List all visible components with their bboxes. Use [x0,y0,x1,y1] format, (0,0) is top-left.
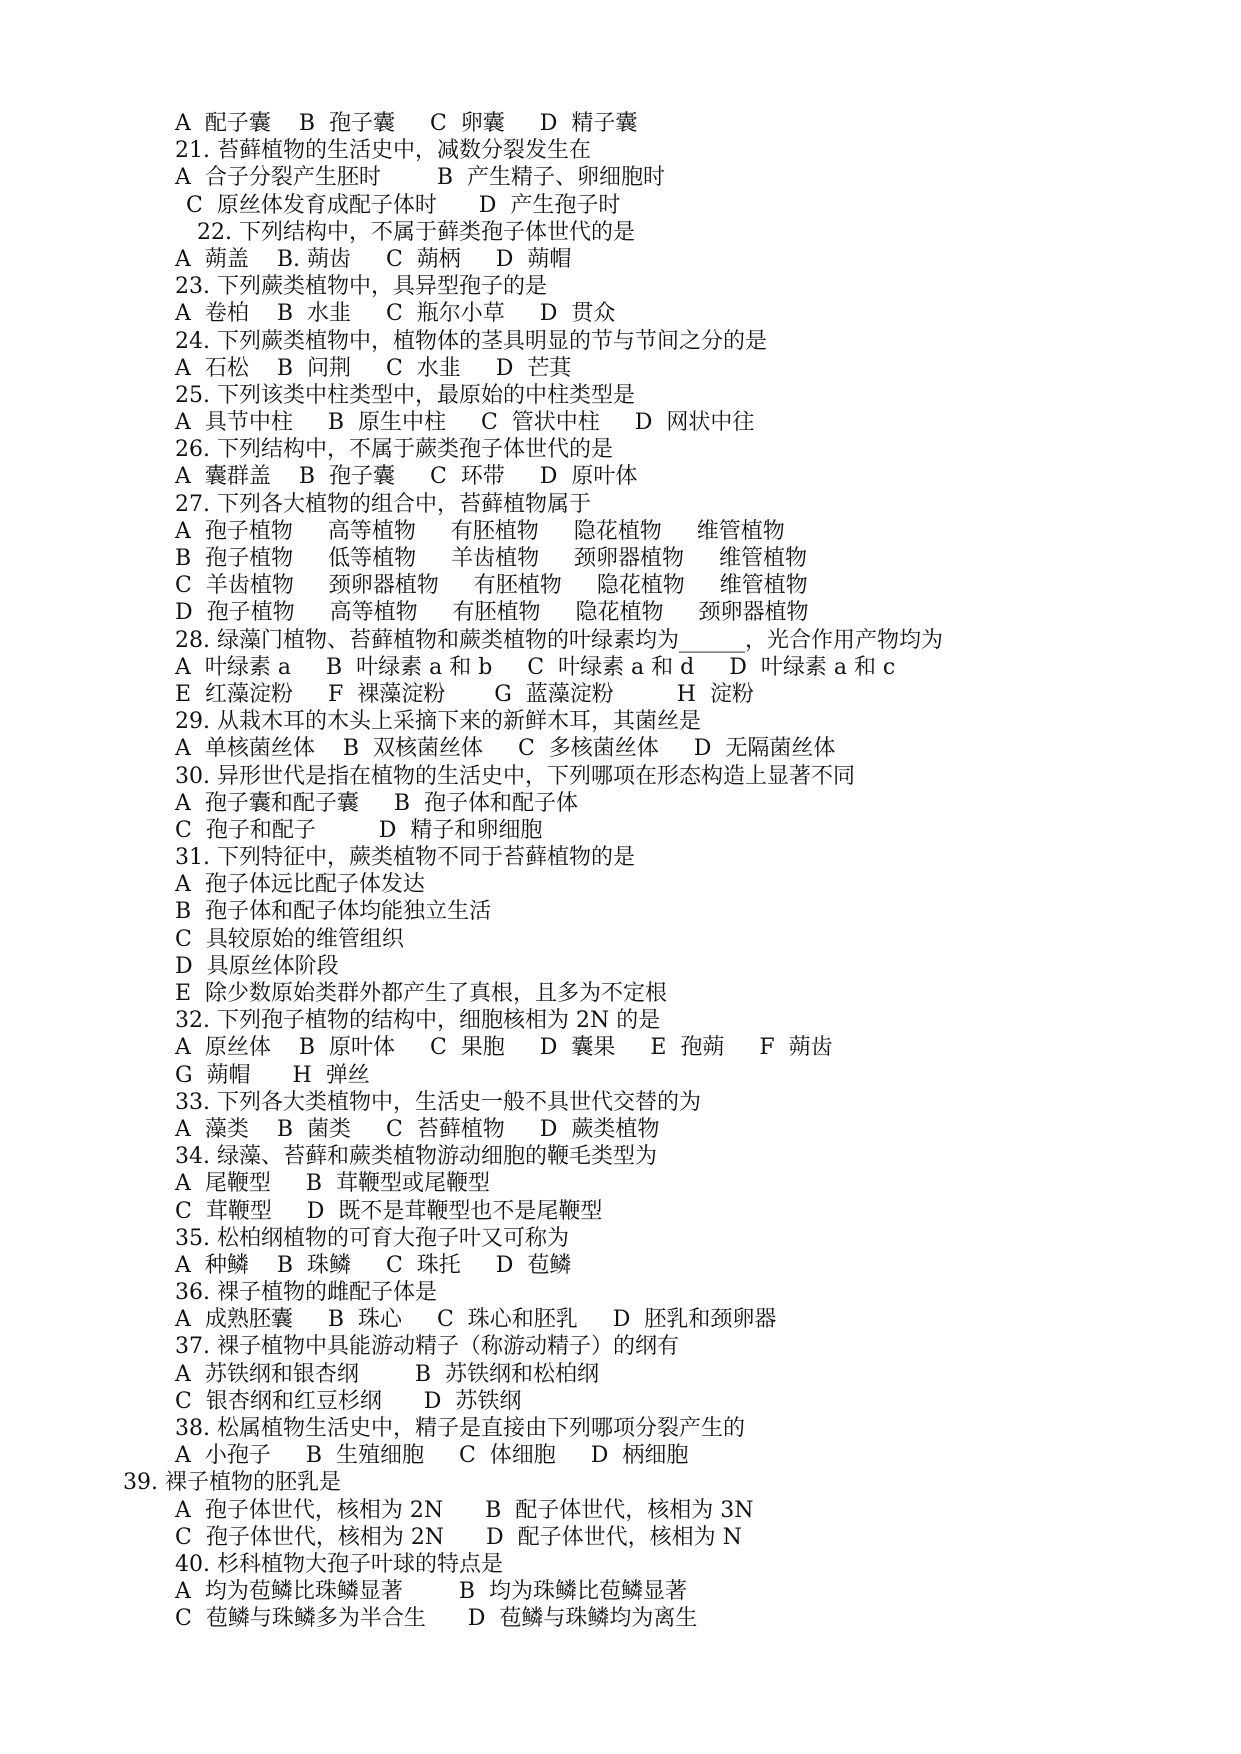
answer-option-line: B 孢子植物 低等植物 羊齿植物 颈卵器植物 维管植物 [175,546,808,571]
answer-option-line: C 具较原始的维管组织 [175,926,404,952]
answer-option-line: D 具原丝体阶段 [175,953,339,979]
answer-option-line: A 蒴盖 B. 蒴齿 C 蒴柄 D 蒴帽 [175,246,572,272]
answer-option-line: C 羊齿植物 颈卵器植物 有胚植物 隐花植物 维管植物 [175,573,808,599]
question-line: 39. 裸子植物的胚乳是 [123,1470,341,1496]
answer-option-line: B 孢子体和配子体均能独立生活 [175,899,492,925]
answer-option-line: A 叶绿素 a B 叶绿素 a 和 b C 叶绿素 a 和 d D 叶绿素 a 和 c [175,654,896,680]
answer-option-line: A 囊群盖 B 孢子囊 C 环带 D 原叶体 [175,464,638,490]
question-line: 23. 下列蕨类植物中，具异型孢子的是 [175,274,547,300]
answer-option-line: A 配子囊 B 孢子囊 C 卵囊 D 精子囊 [175,111,638,136]
answer-option-line: C 茸鞭型 D 既不是茸鞭型也不是尾鞭型 [175,1198,603,1224]
answer-option-line: A 小孢子 B 生殖细胞 C 体细胞 D 柄细胞 [175,1443,689,1469]
question-line: 27. 下列各大植物的组合中，苔藓植物属于 [175,491,591,517]
question-line: 37. 裸子植物中具能游动精子（称游动精子）的纲有 [175,1334,679,1360]
answer-option-line: C 原丝体发育成配子体时 D 产生孢子时 [186,192,621,218]
document-page [0,110,1241,1633]
answer-option-line: A 种鳞 B 珠鳞 C 珠托 D 苞鳞 [175,1252,572,1278]
answer-option-line: G 蒴帽 H 弹丝 [175,1062,370,1088]
answer-option-line: A 均为苞鳞比珠鳞显著 B 均为珠鳞比苞鳞显著 [175,1579,687,1605]
question-line: 36. 裸子植物的雌配子体是 [175,1280,437,1306]
answer-option-line: A 孢子体远比配子体发达 [175,872,425,898]
answer-option-line: A 藻类 B 菌类 C 苔藓植物 D 蕨类植物 [175,1116,660,1142]
question-line: 25. 下列该类中柱类型中，最原始的中柱类型是 [175,382,635,408]
answer-option-line: A 孢子体世代，核相为 2N B 配子体世代，核相为 3N [175,1497,754,1523]
answer-option-line: A 石松 B 问荆 C 水韭 D 芒萁 [175,355,572,381]
answer-option-line: C 苞鳞与珠鳞多为半合生 D 苞鳞与珠鳞均为离生 [175,1606,698,1632]
question-line: 24. 下列蕨类植物中，植物体的茎具明显的节与节间之分的是 [175,328,767,354]
answer-option-line: A 合子分裂产生胚时 B 产生精子、卵细胞时 [175,165,665,191]
answer-option-line: C 孢子和配子 D 精子和卵细胞 [175,817,543,843]
answer-option-line: A 卷柏 B 水韭 C 瓶尔小草 D 贯众 [175,301,616,327]
answer-option-line: A 孢子植物 高等植物 有胚植物 隐花植物 维管植物 [175,518,785,544]
answer-option-line: A 孢子囊和配子囊 B 孢子体和配子体 [175,790,578,816]
answer-option-line: A 尾鞭型 B 茸鞭型或尾鞭型 [175,1171,490,1197]
answer-option-line: E 除少数原始类群外都产生了真根，且多为不定根 [175,981,668,1006]
question-line: 21. 苔藓植物的生活史中，减数分裂发生在 [175,138,591,164]
question-line: 33. 下列各大类植物中，生活史一般不具世代交替的为 [175,1089,701,1115]
question-line: 40. 杉科植物大孢子叶球的特点是 [175,1551,503,1577]
question-line: 38. 松属植物生活史中，精子是直接由下列哪项分裂产生的 [175,1416,745,1441]
question-line: 28. 绿藻门植物、苔藓植物和蕨类植物的叶绿素均为______，光合作用产物均为 [175,627,943,653]
question-line: 29. 从栽木耳的木头上采摘下来的新鲜木耳，其菌丝是 [175,709,701,735]
answer-option-line: C 银杏纲和红豆杉纲 D 苏铁纲 [175,1388,522,1414]
question-line: 34. 绿藻、苔藓和蕨类植物游动细胞的鞭毛类型为 [175,1144,657,1170]
answer-option-line: A 单核菌丝体 B 双核菌丝体 C 多核菌丝体 D 无隔菌丝体 [175,736,836,762]
answer-option-line: E 红藻淀粉 F 裸藻淀粉 G 蓝藻淀粉 H 淀粉 [175,681,754,707]
answer-option-line: A 具节中柱 B 原生中柱 C 管状中柱 D 网状中往 [175,410,755,436]
answer-option-line: A 成熟胚囊 B 珠心 C 珠心和胚乳 D 胚乳和颈卵器 [175,1307,777,1333]
question-line: 22. 下列结构中，不属于藓类孢子体世代的是 [197,219,635,245]
question-line: 30. 异形世代是指在植物的生活史中，下列哪项在形态构造上显著不同 [175,763,855,789]
question-line: 26. 下列结构中，不属于蕨类孢子体世代的是 [175,437,613,463]
answer-option-line: A 原丝体 B 原叶体 C 果胞 D 囊果 E 孢蒴 F 蒴齿 [175,1035,833,1061]
answer-option-line: C 孢子体世代，核相为 2N D 配子体世代，核相为 N [175,1524,742,1550]
answer-option-line: D 孢子植物 高等植物 有胚植物 隐花植物 颈卵器植物 [175,600,809,626]
question-line: 32. 下列孢子植物的结构中，细胞核相为 2N 的是 [175,1008,661,1034]
question-line: 35. 松柏纲植物的可育大孢子叶又可称为 [175,1225,569,1251]
answer-option-line: A 苏铁纲和银杏纲 B 苏铁纲和松柏纲 [175,1361,599,1387]
question-line: 31. 下列特征中，蕨类植物不同于苔藓植物的是 [175,845,635,871]
